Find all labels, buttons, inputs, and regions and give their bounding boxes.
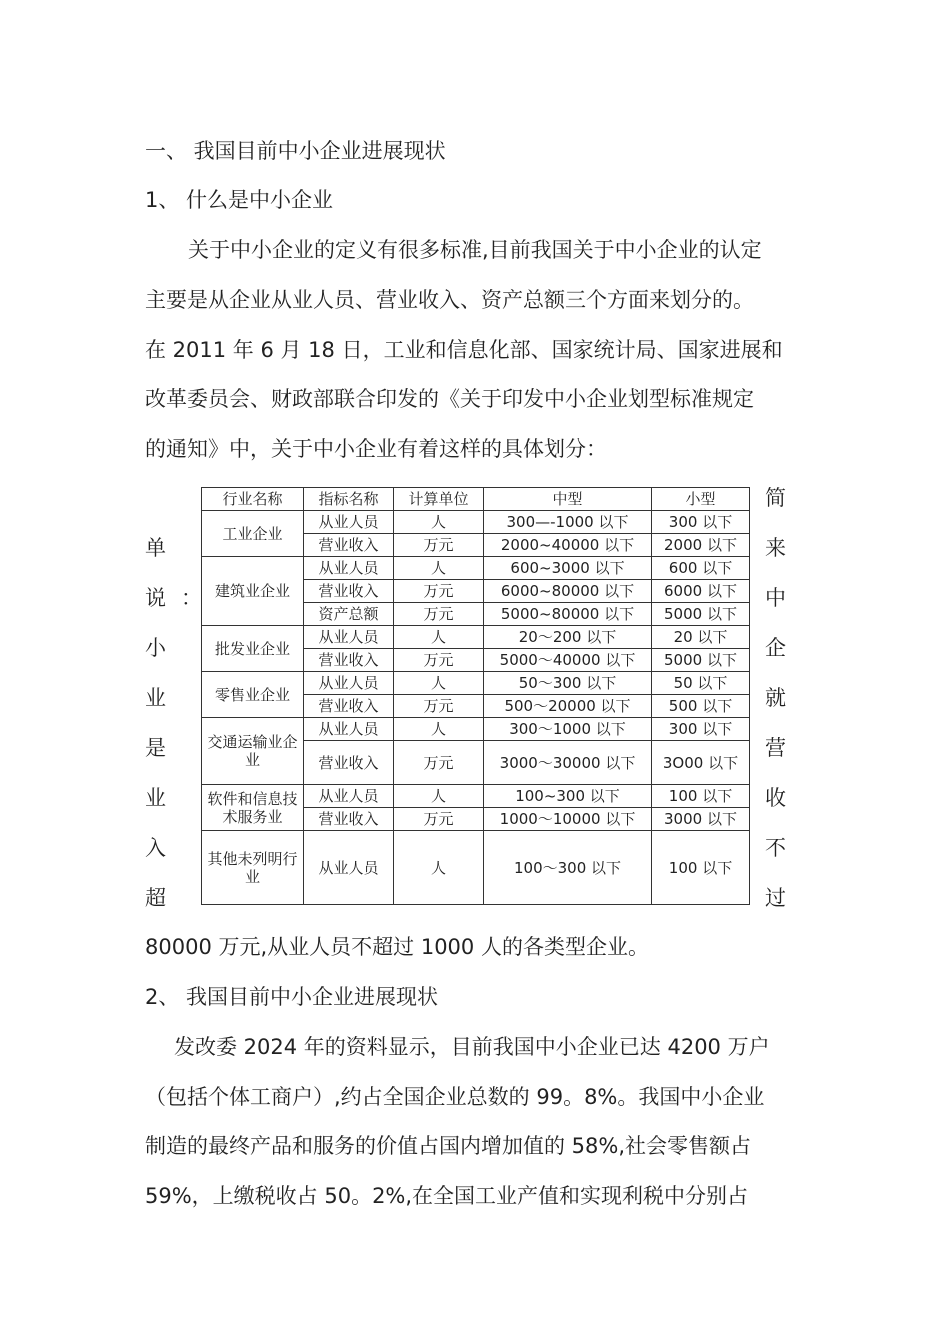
- section-heading: 一、 我国目前中小企业进展现状: [145, 139, 446, 163]
- industry-cell: 建筑业企业: [202, 557, 304, 626]
- paragraph-line: 59%，上缴税收占 50。2%,在全国工业产值和实现利税中分别占: [145, 1184, 749, 1208]
- indicator-cell: 从业人员: [304, 718, 394, 741]
- table-row: [202, 785, 750, 808]
- indicator-cell: 从业人员: [304, 557, 394, 580]
- industry-cell: 工业企业: [202, 511, 304, 557]
- sme-classification-table: [201, 487, 750, 905]
- unit-cell: 人: [394, 511, 484, 534]
- side-char-left: 是: [145, 736, 166, 760]
- side-char-right: 收: [765, 786, 786, 810]
- medium-cell: 2000~40000 以下: [484, 534, 652, 557]
- table-row: [202, 511, 750, 534]
- side-char-right: 就: [765, 686, 786, 710]
- small-cell: 20 以下: [652, 626, 750, 649]
- medium-cell: 300—-1000 以下: [484, 511, 652, 534]
- paragraph-line: 在 2011 年 6 月 18 日，工业和信息化部、国家统计局、国家进展和: [145, 338, 783, 362]
- table-row: [202, 718, 750, 741]
- unit-cell: 万元: [394, 695, 484, 718]
- industry-cell: 软件和信息技术服务业: [202, 785, 304, 831]
- small-cell: 300 以下: [652, 718, 750, 741]
- medium-cell: 300～1000 以下: [484, 718, 652, 741]
- indicator-cell: 从业人员: [304, 672, 394, 695]
- indicator-cell: 营业收入: [304, 695, 394, 718]
- indicator-cell: 营业收入: [304, 534, 394, 557]
- medium-cell: 600~3000 以下: [484, 557, 652, 580]
- table-row: [202, 672, 750, 695]
- table-header-cell: 中型: [484, 488, 652, 511]
- medium-cell: 20～200 以下: [484, 626, 652, 649]
- indicator-cell: 营业收入: [304, 741, 394, 785]
- side-char-left: 单: [145, 536, 166, 560]
- medium-cell: 3000～30000 以下: [484, 741, 652, 785]
- indicator-cell: 营业收入: [304, 649, 394, 672]
- side-char-right: 企: [765, 636, 786, 660]
- table-row: [202, 831, 750, 905]
- medium-cell: 5000～40000 以下: [484, 649, 652, 672]
- unit-cell: 人: [394, 785, 484, 808]
- small-cell: 500 以下: [652, 695, 750, 718]
- paragraph-line: 改革委员会、财政部联合印发的《关于印发中小企业划型标准规定: [145, 387, 754, 411]
- side-char-left: 入: [145, 836, 166, 860]
- table-header-cell: 小型: [652, 488, 750, 511]
- unit-cell: 万元: [394, 603, 484, 626]
- unit-cell: 万元: [394, 741, 484, 785]
- small-cell: 5000 以下: [652, 603, 750, 626]
- small-cell: 5000 以下: [652, 649, 750, 672]
- small-cell: 6000 以下: [652, 580, 750, 603]
- side-char-left: 业: [145, 786, 166, 810]
- unit-cell: 万元: [394, 534, 484, 557]
- side-char-right: 简: [765, 486, 786, 510]
- medium-cell: 6000~80000 以下: [484, 580, 652, 603]
- side-char-right: 来: [765, 536, 786, 560]
- industry-cell: 其他未列明行业: [202, 831, 304, 905]
- medium-cell: 100~300 以下: [484, 785, 652, 808]
- small-cell: 50 以下: [652, 672, 750, 695]
- paragraph-line: 的通知》中，关于中小企业有着这样的具体划分：: [145, 437, 607, 461]
- subsection-heading: 2、 我国目前中小企业进展现状: [145, 985, 439, 1009]
- small-cell: 3000 以下: [652, 808, 750, 831]
- table-header-cell: 指标名称: [304, 488, 394, 511]
- side-char-right: 过: [765, 886, 786, 910]
- industry-cell: 交通运输业企业: [202, 718, 304, 785]
- indicator-cell: 资产总额: [304, 603, 394, 626]
- indicator-cell: 营业收入: [304, 580, 394, 603]
- paragraph-line: （包括个体工商户）,约占全国企业总数的 99。8%。我国中小企业: [145, 1085, 765, 1109]
- medium-cell: 500～20000 以下: [484, 695, 652, 718]
- paragraph-line: 主要是从企业从业人员、营业收入、资产总额三个方面来划分的。: [145, 288, 754, 312]
- unit-cell: 人: [394, 557, 484, 580]
- indicator-cell: 从业人员: [304, 831, 394, 905]
- medium-cell: 50～300 以下: [484, 672, 652, 695]
- indicator-cell: 从业人员: [304, 785, 394, 808]
- paragraph-line: 80000 万元,从业人员不超过 1000 人的各类型企业。: [145, 935, 649, 959]
- indicator-cell: 从业人员: [304, 511, 394, 534]
- industry-cell: 批发业企业: [202, 626, 304, 672]
- side-char-left: 超: [145, 886, 166, 910]
- unit-cell: 人: [394, 831, 484, 905]
- unit-cell: 万元: [394, 808, 484, 831]
- medium-cell: 5000~80000 以下: [484, 603, 652, 626]
- side-char-left: 说: [145, 586, 166, 610]
- small-cell: 3O00 以下: [652, 741, 750, 785]
- subsection-heading: 1、 什么是中小企业: [145, 188, 334, 212]
- table-row: [202, 626, 750, 649]
- medium-cell: 100～300 以下: [484, 831, 652, 905]
- unit-cell: 人: [394, 718, 484, 741]
- small-cell: 2000 以下: [652, 534, 750, 557]
- paragraph-line: 发改委 2024 年的资料显示，目前我国中小企业已达 4200 万户: [174, 1035, 770, 1059]
- side-char-right: 中: [765, 586, 786, 610]
- small-cell: 100 以下: [652, 785, 750, 808]
- table-header-cell: 计算单位: [394, 488, 484, 511]
- medium-cell: 1000～10000 以下: [484, 808, 652, 831]
- side-char-left: 小: [145, 636, 166, 660]
- side-char-left: 业: [145, 686, 166, 710]
- side-char-left: ：: [181, 586, 202, 610]
- unit-cell: 万元: [394, 580, 484, 603]
- side-char-right: 营: [765, 736, 786, 760]
- table-header-row: [202, 488, 750, 511]
- small-cell: 600 以下: [652, 557, 750, 580]
- paragraph-line: 制造的最终产品和服务的价值占国内增加值的 58%,社会零售额占: [145, 1134, 752, 1158]
- unit-cell: 人: [394, 672, 484, 695]
- paragraph-line: 关于中小企业的定义有很多标准,目前我国关于中小企业的认定: [188, 238, 762, 262]
- industry-cell: 零售业企业: [202, 672, 304, 718]
- small-cell: 300 以下: [652, 511, 750, 534]
- unit-cell: 人: [394, 626, 484, 649]
- indicator-cell: 从业人员: [304, 626, 394, 649]
- indicator-cell: 营业收入: [304, 808, 394, 831]
- small-cell: 100 以下: [652, 831, 750, 905]
- table-header-cell: 行业名称: [202, 488, 304, 511]
- table-row: [202, 557, 750, 580]
- unit-cell: 万元: [394, 649, 484, 672]
- side-char-right: 不: [765, 836, 786, 860]
